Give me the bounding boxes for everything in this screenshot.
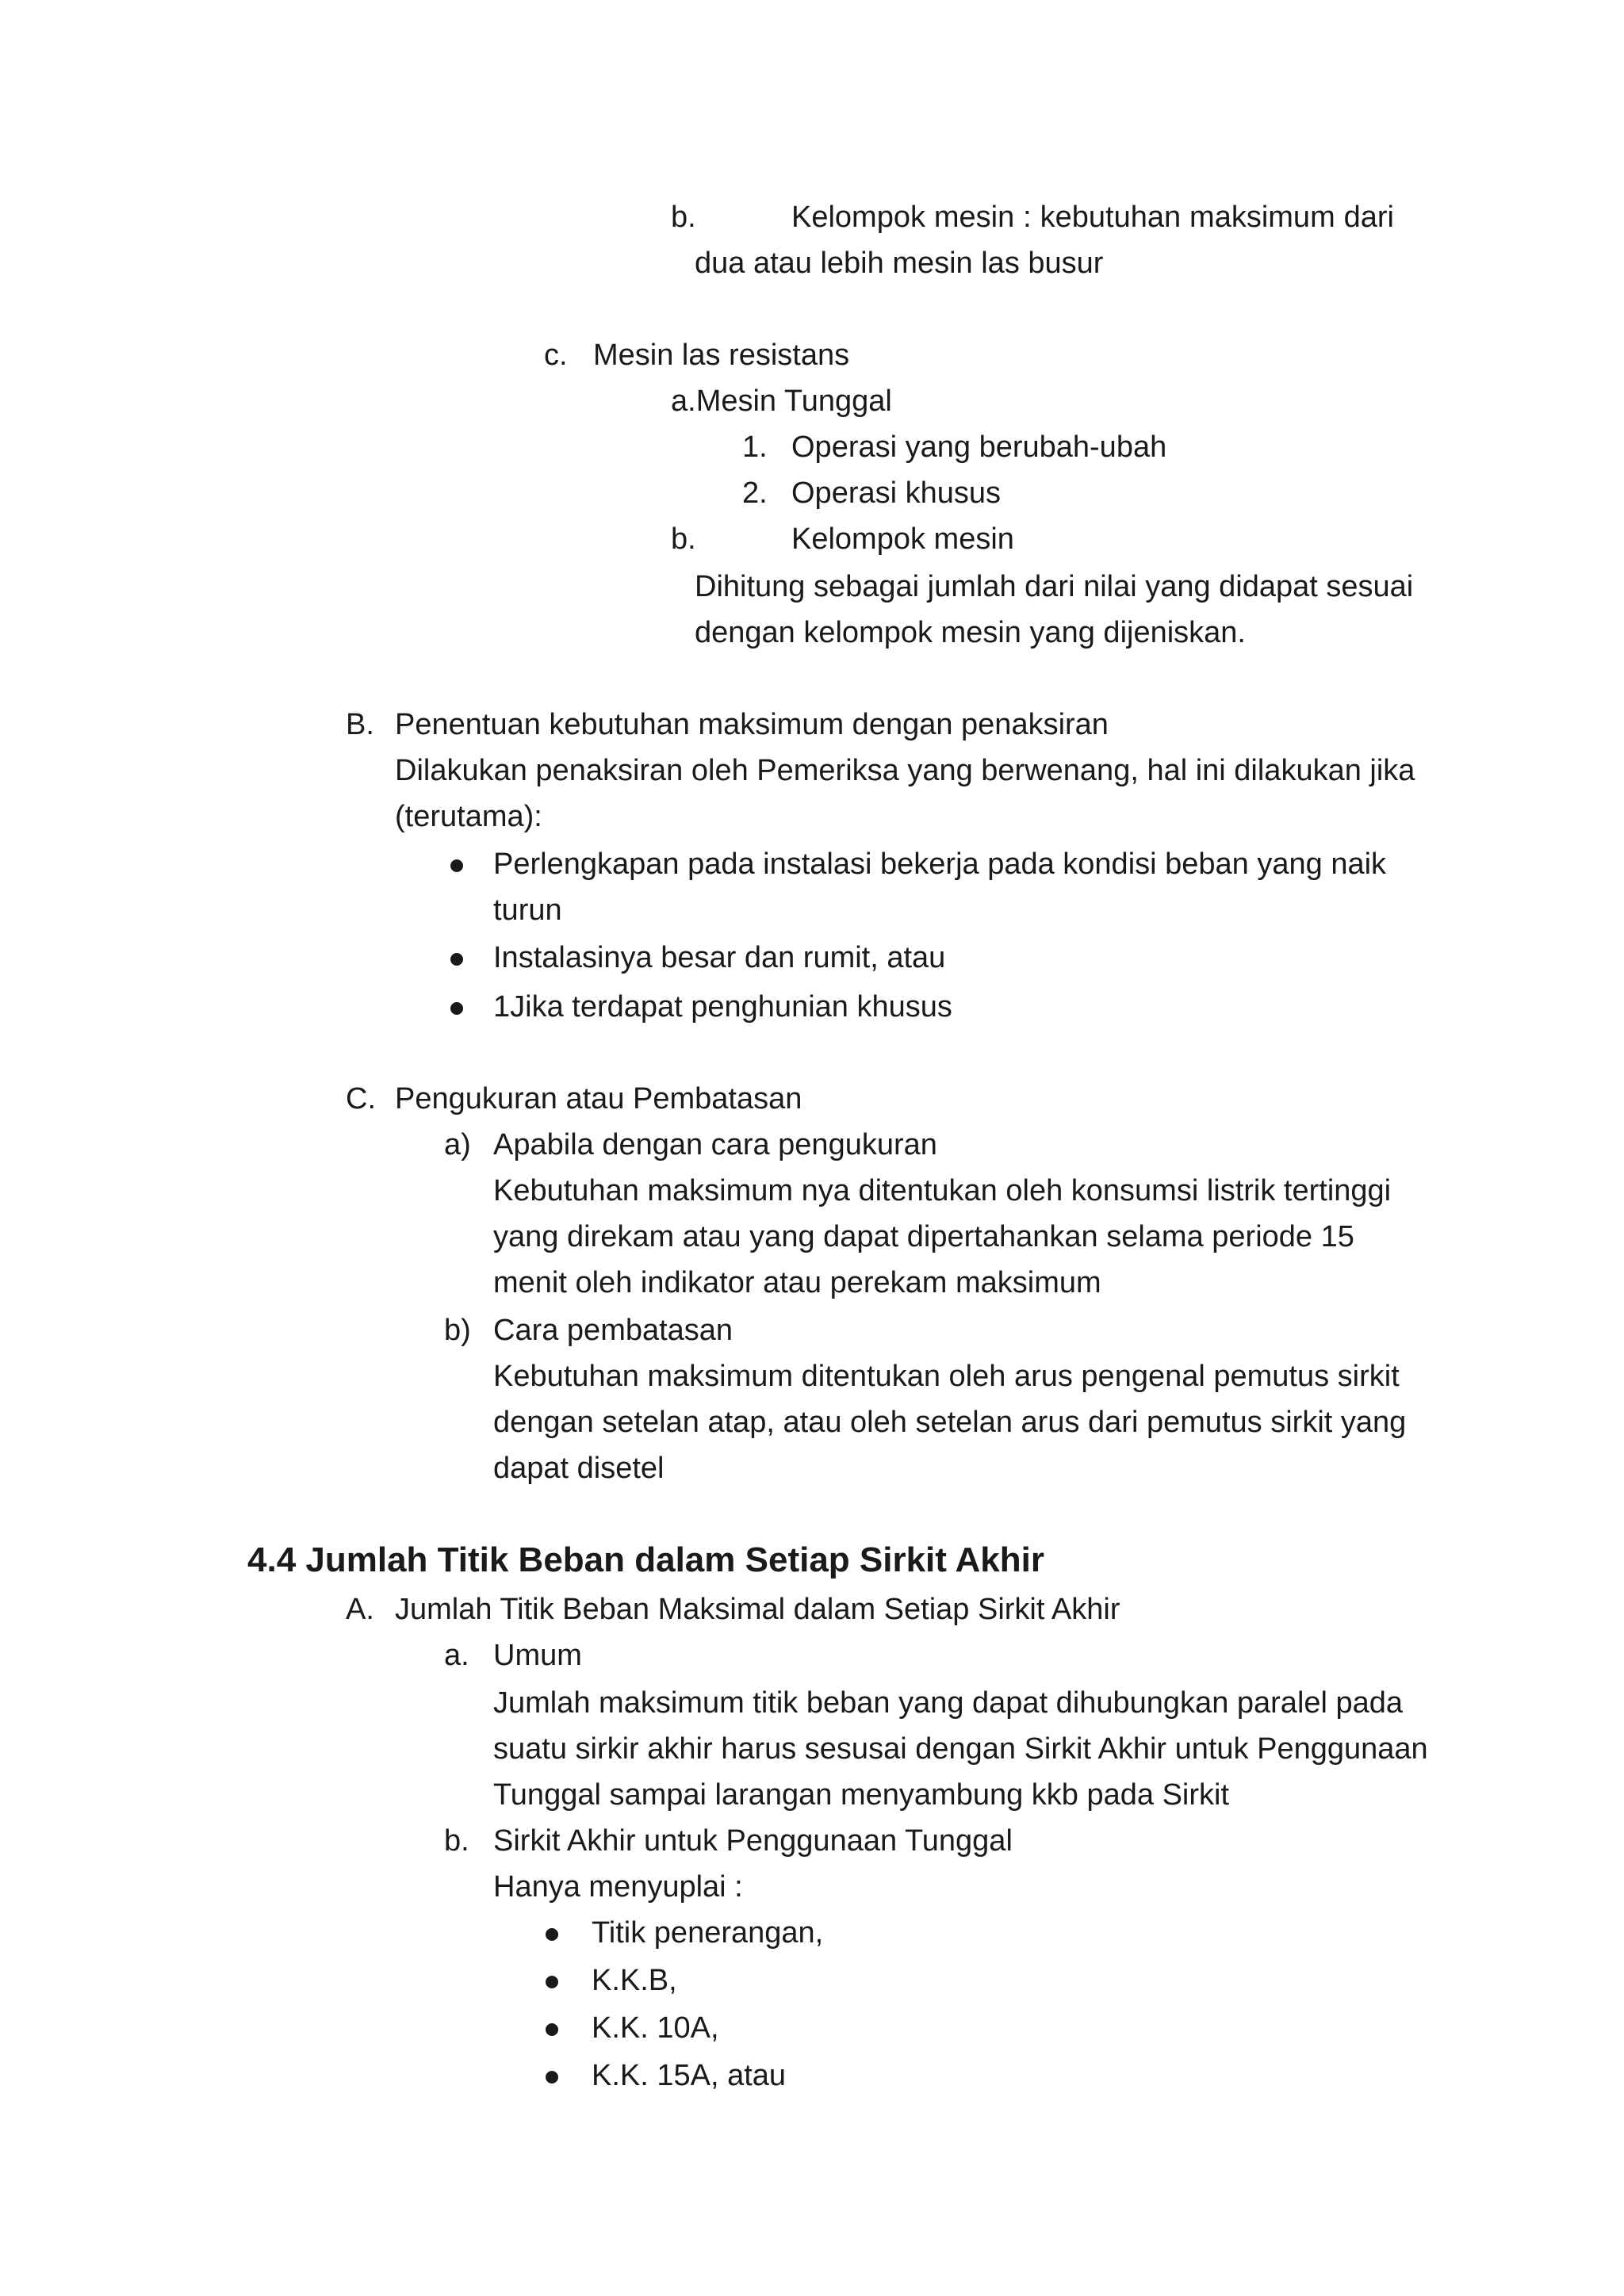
bullet-item-text: K.K. 10A, <box>592 2011 719 2045</box>
section-heading: 4.4 Jumlah Titik Beban dalam Setiap Sirkit Akhir <box>247 1540 1044 1579</box>
list-label: 2. <box>742 476 768 510</box>
list-item-text: Cara pembatasan <box>493 1314 733 1347</box>
paragraph-line: Kebutuhan maksimum nya ditentukan oleh konsumsi listrik tertinggi <box>493 1174 1392 1207</box>
list-label: C. <box>346 1082 376 1115</box>
list-item-text: Jumlah Titik Beban Maksimal dalam Setiap Sirkit Akhir <box>395 1593 1120 1626</box>
paragraph-line: suatu sirkir akhir harus sesusai dengan Sirkit Akhir untuk Penggunaan <box>493 1732 1428 1766</box>
list-item-text: Operasi khusus <box>791 476 1002 510</box>
bullet-icon <box>546 2071 558 2084</box>
list-item-text: Apabila dengan cara pengukuran <box>493 1128 937 1161</box>
bullet-item-text: 1Jika terdapat penghunian khusus <box>493 990 952 1024</box>
paragraph-line: Dilakukan penaksiran oleh Pemeriksa yang berwenang, hal ini dilakukan jika <box>395 754 1415 787</box>
paragraph-line: dengan setelan atap, atau oleh setelan arus dari pemutus sirkit yang <box>493 1406 1407 1439</box>
paragraph-line: Tunggal sampai larangan menyambung kkb pada Sirkit <box>493 1778 1230 1812</box>
list-label: b) <box>444 1314 471 1347</box>
bullet-icon <box>450 1002 463 1015</box>
bullet-icon <box>450 953 463 966</box>
paragraph-line: dengan kelompok mesin yang dijeniskan. <box>695 616 1246 649</box>
bullet-item-text: K.K. 15A, atau <box>592 2059 787 2092</box>
list-item-text: Operasi yang berubah-ubah <box>791 430 1167 464</box>
list-item-text: Penentuan kebutuhan maksimum dengan penaksiran <box>395 708 1109 741</box>
paragraph-line: Kebutuhan maksimum ditentukan oleh arus pengenal pemutus sirkit <box>493 1360 1400 1393</box>
bullet-item-text: Instalasinya besar dan rumit, atau <box>493 941 946 974</box>
list-label: c. <box>544 339 568 372</box>
list-label: b. <box>671 522 696 556</box>
list-item-text: a.Mesin Tunggal <box>671 385 892 418</box>
list-item-text: Kelompok mesin <box>791 522 1014 556</box>
paragraph-line: Dihitung sebagai jumlah dari nilai yang didapat sesuai <box>695 570 1414 603</box>
paragraph-line: Hanya menyuplai : <box>493 1870 743 1904</box>
bullet-item-text: turun <box>493 894 562 927</box>
list-label: a) <box>444 1128 471 1161</box>
bullet-icon <box>546 1976 558 1988</box>
bullet-icon <box>546 1928 558 1941</box>
paragraph-line: Jumlah maksimum titik beban yang dapat dihubungkan paralel pada <box>493 1686 1404 1720</box>
paragraph-line: (terutama): <box>395 800 542 833</box>
paragraph-line: yang direkam atau yang dapat dipertahankan selama periode 15 <box>493 1220 1354 1253</box>
paragraph-line: dapat disetel <box>493 1452 665 1485</box>
list-item-text: Umum <box>493 1639 582 1672</box>
paragraph-line: dua atau lebih mesin las busur <box>695 247 1104 280</box>
list-label: B. <box>346 708 374 741</box>
list-item-text: Pengukuran atau Pembatasan <box>395 1082 802 1115</box>
bullet-icon <box>546 2023 558 2036</box>
list-item-text: Mesin las resistans <box>593 339 850 372</box>
list-item-text: Kelompok mesin : kebutuhan maksimum dari <box>791 201 1394 234</box>
list-item-text: Sirkit Akhir untuk Penggunaan Tunggal <box>493 1824 1013 1858</box>
bullet-item-text: Perlengkapan pada instalasi bekerja pada kondisi beban yang naik <box>493 848 1387 881</box>
list-label: b. <box>444 1824 469 1858</box>
bullet-icon <box>450 859 463 872</box>
list-label: b. <box>671 201 696 234</box>
list-label: A. <box>346 1593 374 1626</box>
paragraph-line: menit oleh indikator atau perekam maksimum <box>493 1266 1101 1299</box>
bullet-item-text: K.K.B, <box>592 1964 677 1997</box>
bullet-item-text: Titik penerangan, <box>592 1916 824 1950</box>
list-label: 1. <box>742 430 768 464</box>
list-label: a. <box>444 1639 469 1672</box>
